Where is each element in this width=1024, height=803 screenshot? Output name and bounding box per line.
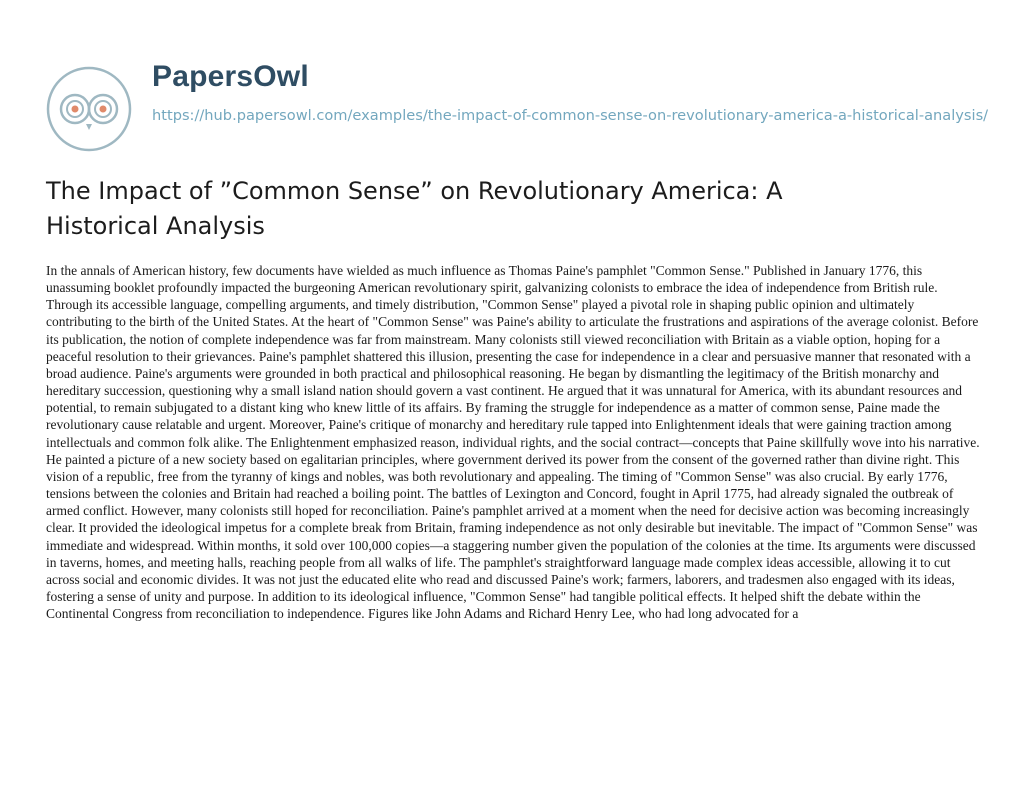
article-url-link[interactable]: https://hub.papersowl.com/examples/the-impact-of-common-sense-on-revolutionary-america-a-historical-analysis/ bbox=[152, 107, 989, 124]
owl-eyes-logo-icon bbox=[46, 66, 132, 152]
site-header bbox=[46, 52, 989, 162]
article-title: The Impact of ”Common Sense” on Revolutionary America: A Historical Analysis bbox=[46, 177, 783, 240]
article-body: In the annals of American history, few documents have wielded as much influence as Thomas Paine's pamphlet "Common Sense." Published in January 1776, this unassuming booklet profoundly impacted the burgeoning American revolutionary spirit, galvanizing colonists to embrace the idea of independence from British rule. Through its accessible language, compelling arguments, and timely distribution, "Common Sense" played a pivotal role in shaping public opinion and ultimately contributing to the birth of the United States. At the heart of "Common Sense" was Paine's ability to articulate the frustrations and aspirations of the average colonist. Before its publication, the notion of complete independence was far from mainstream. Many colonists still viewed reconciliation with Britain as a viable option, hoping for a peaceful resolution to their grievances. Paine's pamphlet shattered this illusion, presenting the case for independence in a clear and persuasive manner that resonated with a broad audience. Paine's arguments were grounded in both practical and philosophical reasoning. He began by dismantling the legitimacy of the British monarchy and hereditary succession, questioning why a small island nation should govern a vast continent. He argued that it was unnatural for America, with its abundant resources and potential, to remain subjugated to a distant king who knew little of its affairs. By framing the struggle for independence as a matter of common sense, Paine made the revolutionary cause relatable and urgent. Moreover, Paine's critique of monarchy and hereditary rule tapped into Enlightenment ideals that were gaining traction among intellectuals and common folk alike. The Enlightenment emphasized reason, individual rights, and the social contract—concepts that Paine skillfully wove into his narrative. He painted a picture of a new society based on egalitarian principles, where government derived its power from the consent of the governed rather than divine right. This vision of a republic, free from the tyranny of kings and nobles, was both revolutionary and appealing. The timing of "Common Sense" was also crucial. By early 1776, tensions between the colonies and Britain had reached a boiling point. The battles of Lexington and Concord, fought in April 1775, had already signaled the outbreak of armed conflict. However, many colonists still hoped for reconciliation. Paine's pamphlet arrived at a moment when the need for decisive action was becoming increasingly clear. It provided the ideological impetus for a complete break from Britain, framing independence as not only desirable but inevitable. The impact of "Common Sense" was immediate and widespread. Within months, it sold over 100,000 copies—a staggering number given the population of the colonies at the time. Its arguments were discussed in taverns, homes, and meeting halls, reaching people from all walks of life. The pamphlet's straightforward language made complex ideas accessible, allowing it to cut across social and economic divides. It was not just the educated elite who read and discussed Paine's work; farmers, laborers, and tradesmen also engaged with its ideas, fostering a sense of unity and purpose. In addition to its ideological influence, "Common Sense" had tangible political effects. It helped shift the debate within the Continental Congress from reconciliation to independence. Figures like John Adams and Richard Henry Lee, who had long advocated for a bbox=[46, 263, 980, 622]
brand-name[interactable]: PapersOwl bbox=[152, 60, 309, 93]
